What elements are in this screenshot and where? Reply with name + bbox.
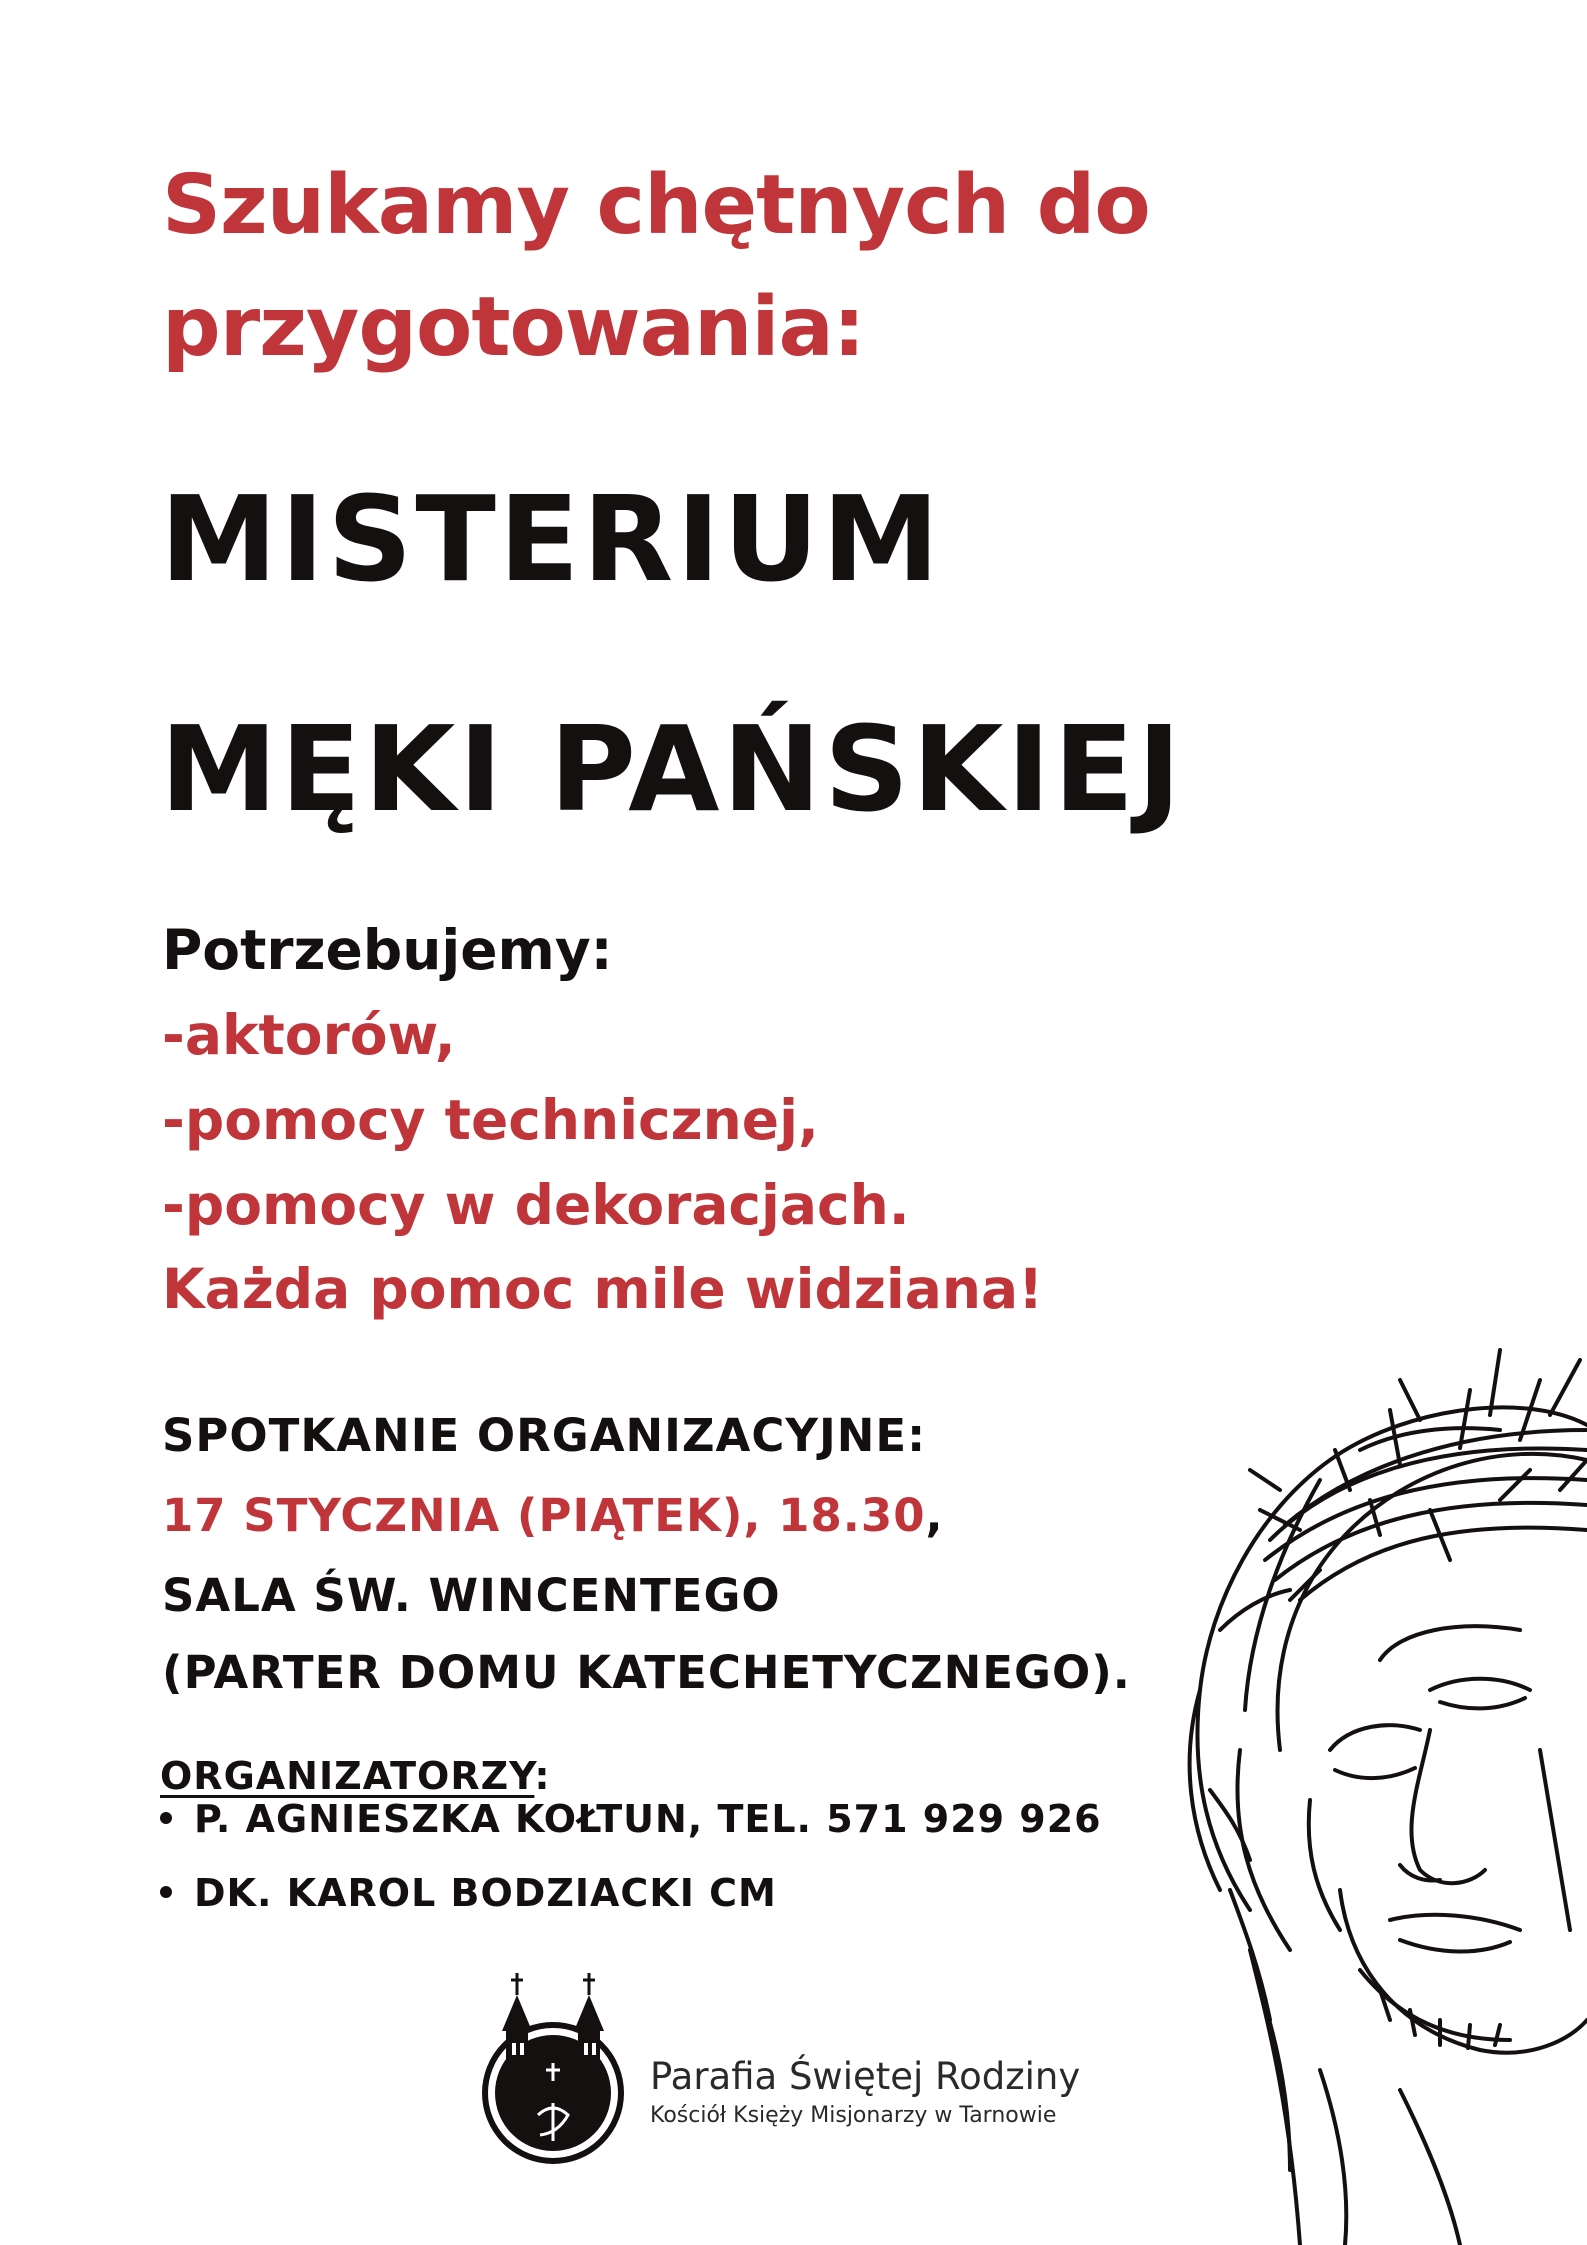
organizer-name: DK. KAROL BODZIACKI CM xyxy=(194,1871,777,1915)
headline-line-1: Szukamy chętnych do xyxy=(162,158,1150,253)
headline-line-2: przygotowania: xyxy=(162,280,865,375)
meeting-date-suffix: , xyxy=(925,1489,944,1542)
meeting-place: SALA ŚW. WINCENTEGO xyxy=(162,1569,781,1622)
meeting-date-line xyxy=(162,1489,944,1542)
parish-name: Parafia Świętej Rodziny xyxy=(650,2055,1081,2098)
parish-subtitle: Kościół Księży Misjonarzy w Tarnowie xyxy=(650,2103,1057,2128)
organizer-item xyxy=(160,1797,1102,1841)
organizers-heading-line xyxy=(160,1754,551,1798)
organizers-heading-suffix: : xyxy=(534,1754,551,1798)
meeting-heading: SPOTKANIE ORGANIZACYJNE: xyxy=(162,1409,927,1462)
needs-closing: Każda pomoc mile widziana! xyxy=(162,1257,1044,1321)
needs-item-technical: -pomocy technicznej, xyxy=(162,1088,819,1152)
needs-item-actors: -aktorów, xyxy=(162,1003,456,1067)
organizer-item xyxy=(160,1871,1102,1915)
needs-heading: Potrzebujemy: xyxy=(162,918,613,982)
christ-crown-of-thorns-illustration xyxy=(1100,1330,1587,2245)
meeting-date: 17 STYCZNIA (PIĄTEK), 18.30 xyxy=(162,1489,926,1542)
bullet-icon xyxy=(160,1886,172,1898)
title-line-1: MISTERIUM xyxy=(160,470,943,608)
bullet-icon xyxy=(160,1812,172,1824)
organizers-heading: ORGANIZATORZY xyxy=(160,1754,535,1798)
church-towers-logo-icon xyxy=(468,1965,638,2165)
meeting-place-detail: (PARTER DOMU KATECHETYCZNEGO). xyxy=(162,1646,1131,1699)
organizer-name: P. AGNIESZKA KOŁTUN, TEL. 571 929 926 xyxy=(194,1797,1102,1841)
organizers-list xyxy=(160,1797,1102,1948)
title-line-2: MĘKI PAŃSKIEJ xyxy=(160,700,1185,838)
needs-item-decorations: -pomocy w dekoracjach. xyxy=(162,1173,910,1237)
